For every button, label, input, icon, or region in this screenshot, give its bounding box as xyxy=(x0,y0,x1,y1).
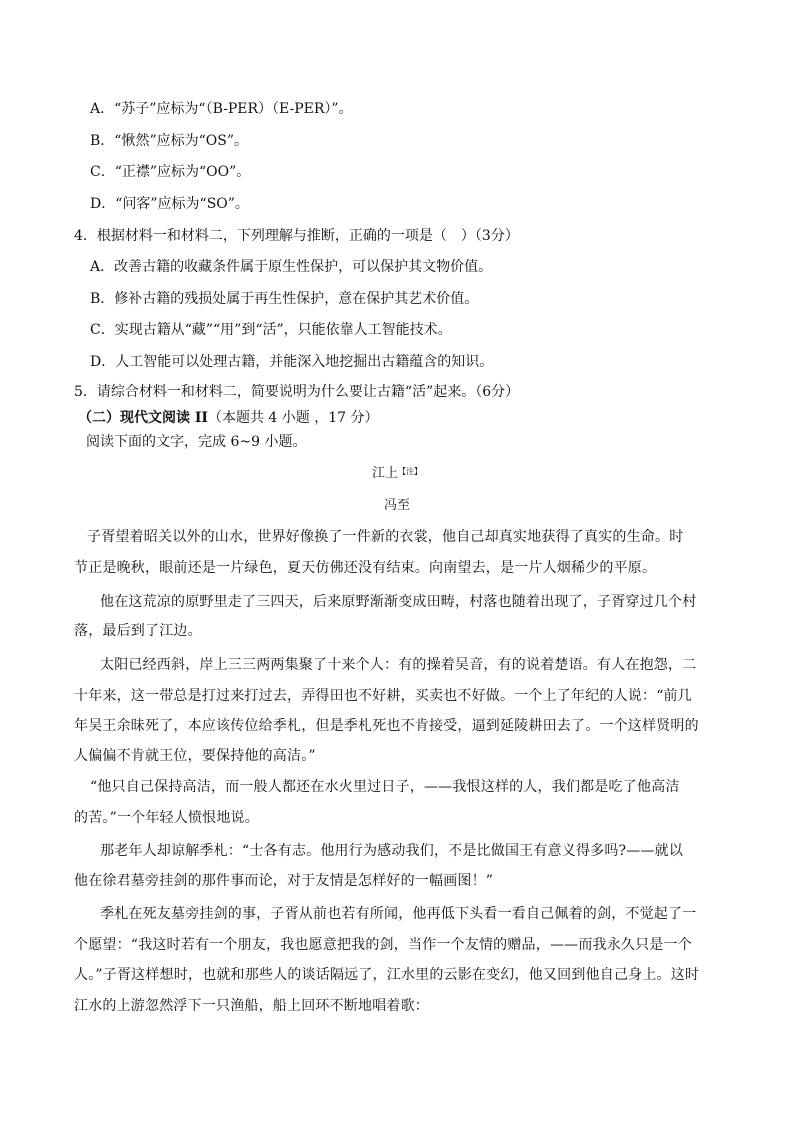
story-line: 十年来，这一带总是打过来打过去，弄得田也不好耕，买卖也不好做。一个上了年纪的人说：“前几 xyxy=(74,688,692,704)
story-line: 他在徐君墓旁挂剑的那件事而论，对于友情是怎样好的一幅画图！” xyxy=(74,873,494,889)
story-line: “他只自己保持高洁，而一般人都还在水火里过日子，——我恨这样的人，我们都是吃了他高洁 xyxy=(90,779,680,795)
story-line: 人偏偏不肯就王位，要保持他的高洁。” xyxy=(74,748,316,764)
story-line: 个愿望：“我这时若有一个朋友，我也愿意把我的剑，当作一个友情的赠品，——而我永久只是一个 xyxy=(74,937,692,953)
q5-stem: 5．请综合材料一和材料二，简要说明为什么要让古籍“活”起来。（6分） xyxy=(74,384,520,400)
q3-option-d: D．“问客”应标为“SO”。 xyxy=(90,196,249,212)
story-line: 他在这荒凉的原野里走了三四天，后来原野渐渐变成田畴，村落也随着出现了，子胥穿过几个村 xyxy=(100,594,697,610)
story-title xyxy=(0,465,794,483)
section-instruction: 阅读下面的文字，完成 6~9 小题。 xyxy=(86,434,307,450)
q3-option-b: B．“愀然”应标为“OS”。 xyxy=(90,133,248,149)
story-line: 子胥望着昭关以外的山水，世界好像换了一件新的衣裳，他自己却真实地获得了真实的生命。时 xyxy=(87,529,684,545)
story-title-text: 江上 xyxy=(371,466,398,481)
story-line: 落，最后到了江边。 xyxy=(74,623,202,639)
q3-option-c: C．“正襟”应标为“OO”。 xyxy=(90,164,251,180)
q3-option-a: A．“苏子”应标为“（B-PER）（E-PER）”。 xyxy=(90,101,353,117)
q4-option-a: A．改善古籍的收藏条件属于原生性保护，可以保护其文物价值。 xyxy=(90,259,493,275)
story-line: 江水的上游忽然浮下一只渔船，船上回环不断地唱着歌： xyxy=(74,998,429,1014)
story-line: 季札在死友墓旁挂剑的事，子胥从前也若有所闻，他再低下头看一看自己佩着的剑，不觉起了一 xyxy=(100,906,697,922)
story-line: 那老年人却谅解季札：“士各有志。他用行为感动我们，不是比做国王有意义得多吗?——就以 xyxy=(100,843,684,859)
q4-option-c: C．实现古籍从“藏”“用”到“活”，只能依靠人工智能技术。 xyxy=(90,322,452,338)
story-author: 冯至 xyxy=(383,498,410,513)
story-line: 人。”子胥这样想时，也就和那些人的谈话隔远了，江水里的云影在变幻，他又回到他自己身上。这时 xyxy=(74,967,700,983)
story-line: 的苦。”一个年轻人愤恨地说。 xyxy=(74,810,259,826)
q4-option-b: B．修补古籍的残损处属于再生性保护，意在保护其艺术价值。 xyxy=(90,291,479,307)
story-line: 太阳已经西斜，岸上三三两两集聚了十来个人：有的操着吴音，有的说着楚语。有人在抱怨，二 xyxy=(100,657,697,673)
q4-option-d: D．人工智能可以处理古籍，并能深入地挖掘出古籍蕴含的知识。 xyxy=(90,354,494,370)
section-heading: （二）现代文阅读 II xyxy=(78,410,208,426)
story-note-mark: 【注】 xyxy=(398,467,422,476)
q4-stem: 4．根据材料一和材料二，下列理解与推断，正确的一项是（ ）（3分） xyxy=(74,228,519,244)
story-line: 年吴王余昧死了，本应该传位给季札，但是季札死也不肯接受，逼到延陵耕田去了。一个这样贤明的 xyxy=(74,718,699,734)
story-line: 节正是晚秋，眼前还是一片绿色，夏天仿佛还没有结束。向南望去，是一片人烟稀少的平原。 xyxy=(74,560,657,576)
section-heading-line xyxy=(78,408,379,428)
section-info: （本题共 4 小题 ，17 分） xyxy=(207,410,379,426)
